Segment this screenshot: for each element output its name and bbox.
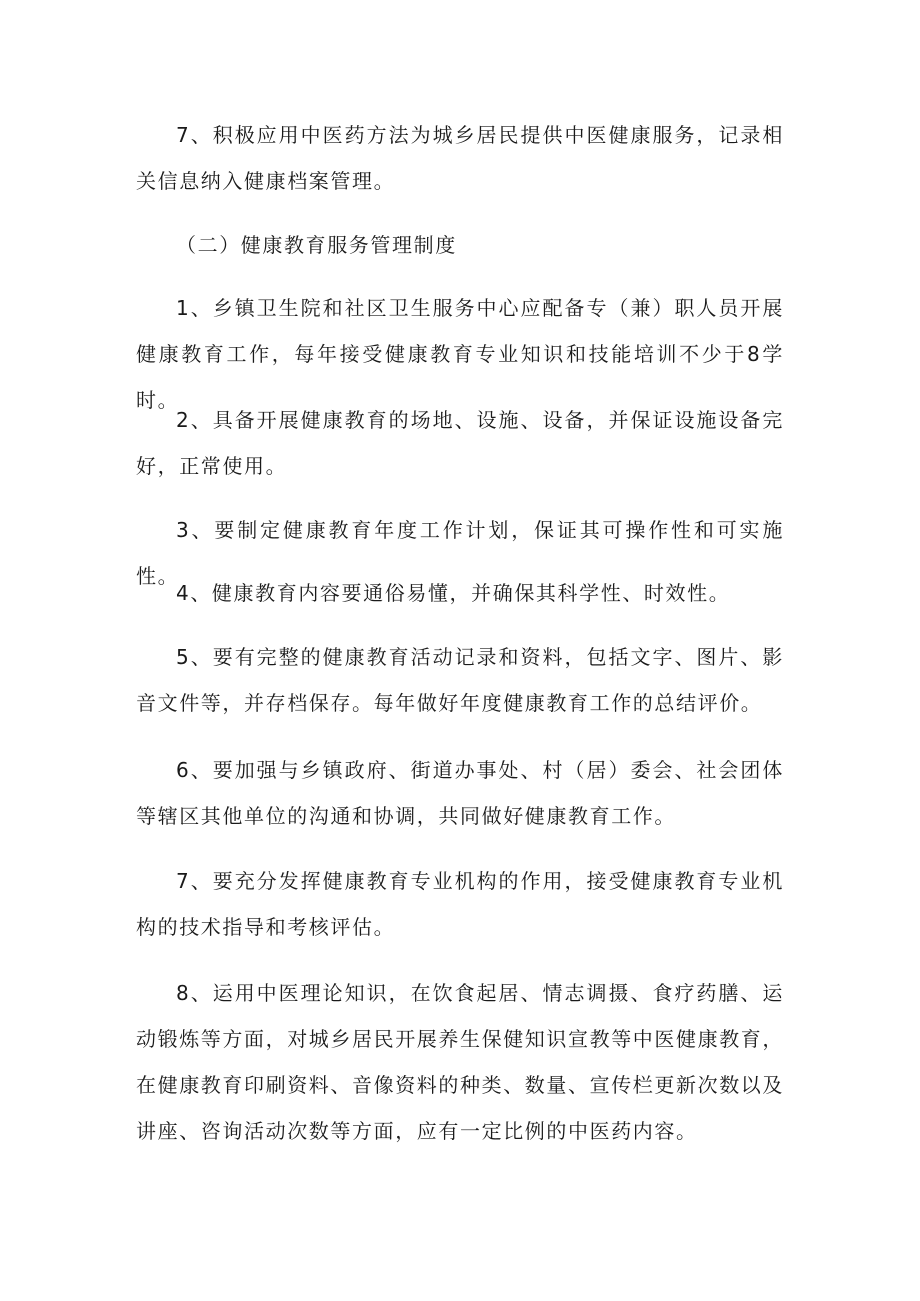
paragraph-1-staffing: 1、乡镇卫生院和社区卫生服务中心应配备专（兼）职人员开展健康教育工作，每年接受健康教育专业知识和技能培训不少于8学时。: [136, 296, 784, 412]
paragraph-6-coordination: 6、要加强与乡镇政府、街道办事处、村（居）委会、社会团体等辖区其他单位的沟通和协调，共同做好健康教育工作。: [136, 758, 784, 828]
paragraph-3-annual-plan: 3、要制定健康教育年度工作计划，保证其可操作性和可实施性。: [136, 518, 784, 588]
paragraph-5-records: 5、要有完整的健康教育活动记录和资料，包括文字、图片、影音文件等，并存档保存。每年做好年度健康教育工作的总结评价。: [136, 645, 784, 715]
paragraph-4-content: 4、健康教育内容要通俗易懂，并确保其科学性、时效性。: [176, 581, 731, 605]
paragraph-8-tcm-education: 8、运用中医理论知识，在饮食起居、情志调摄、食疗药膳、运动锻炼等方面，对城乡居民开展养生保健知识宣教等中医健康教育，在健康教育印刷资料、音像资料的种类、数量、宣传栏更新次数以及讲座、咨询活动次数等方面，应有一定比例的中医药内容。: [136, 981, 784, 1143]
paragraph-7-professional-guidance: 7、要充分发挥健康教育专业机构的作用，接受健康教育专业机构的技术指导和考核评估。: [136, 869, 784, 939]
paragraph-7-tcm-services: 7、积极应用中医药方法为城乡居民提供中医健康服务，记录相关信息纳入健康档案管理。: [136, 123, 784, 193]
paragraph-2-facilities: 2、具备开展健康教育的场地、设施、设备，并保证设施设备完好，正常使用。: [136, 408, 784, 478]
section-heading-health-education: （二）健康教育服务管理制度: [176, 233, 457, 257]
